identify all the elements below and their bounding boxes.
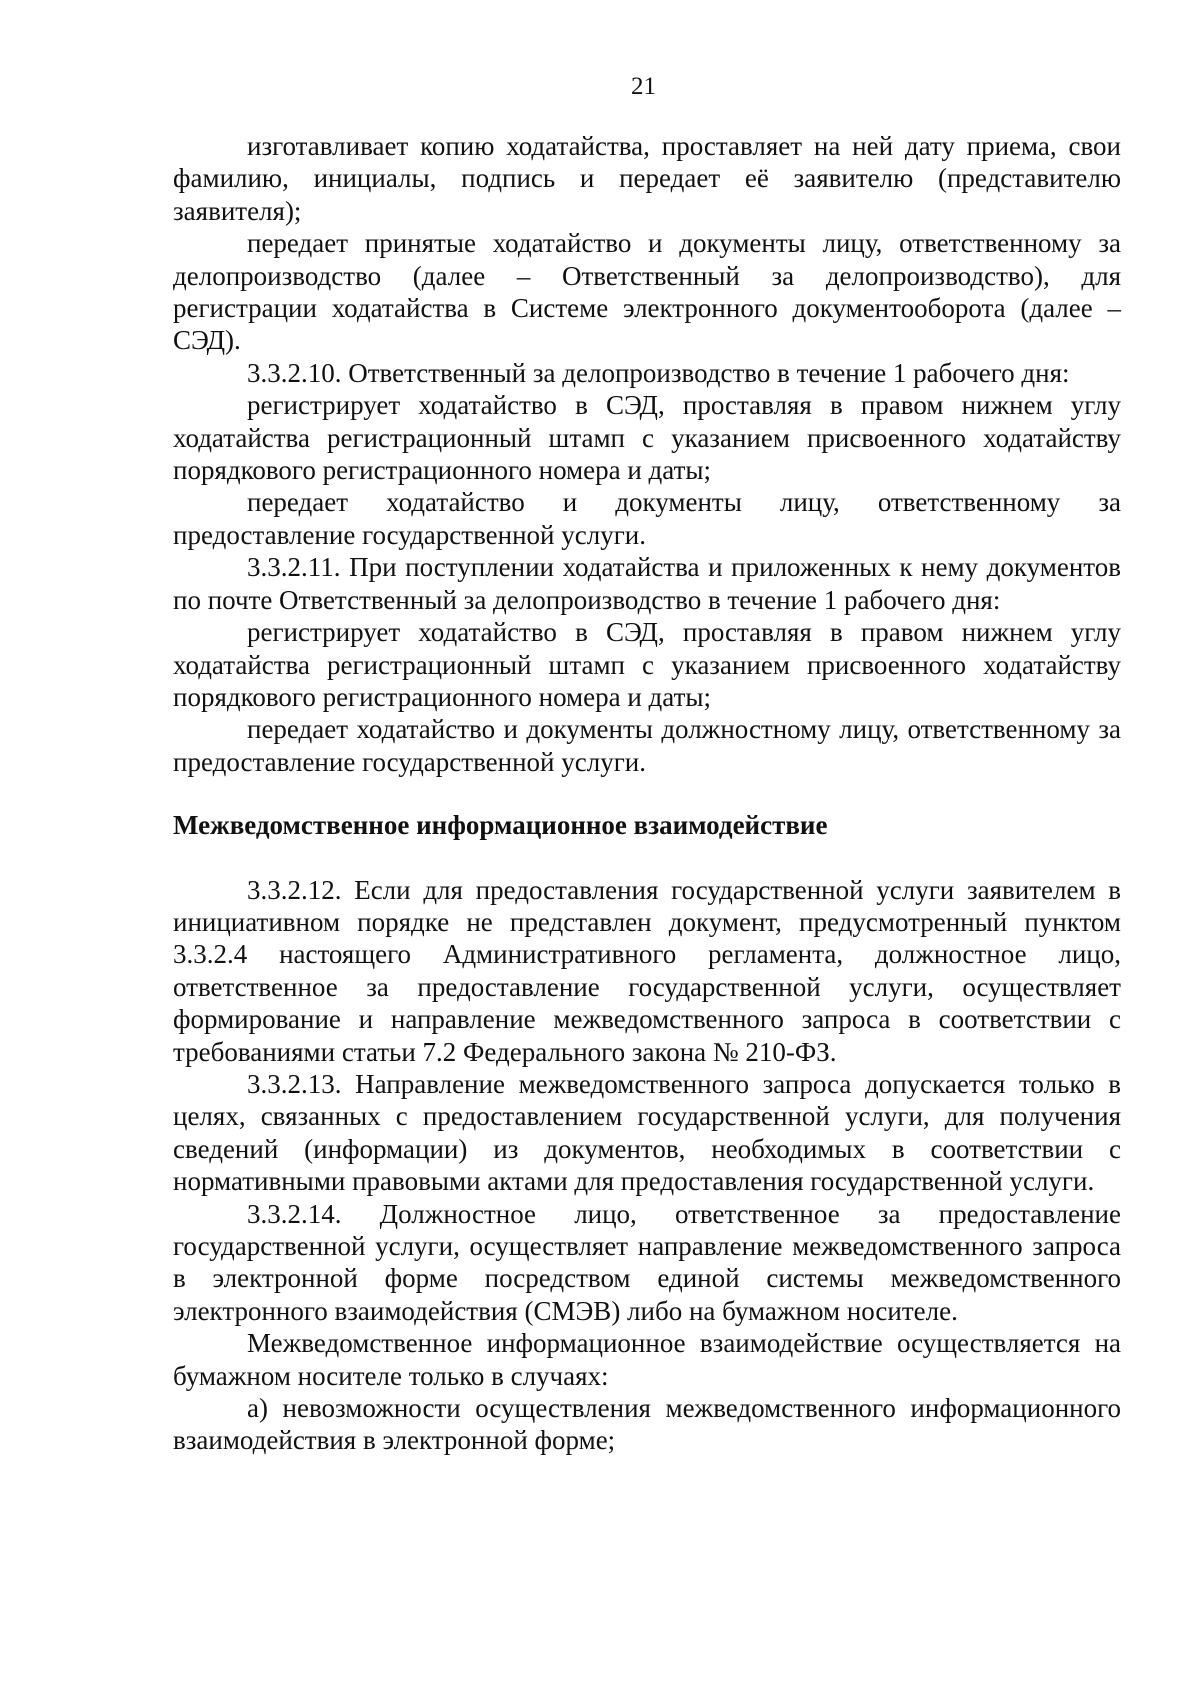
paragraph: передает ходатайство и документы лицу, ответственному за предоставление государственной услуги. (173, 487, 1121, 550)
paragraph: 3.3.2.11. При поступлении ходатайства и приложенных к нему документов по почте Ответственный за делопроизводство в течение 1 рабочего дня: (173, 552, 1121, 615)
paragraph: а) невозможности осуществления межведомственного информационного взаимодействия в электронной форме; (173, 1393, 1121, 1456)
page-number: 21 (631, 73, 656, 100)
section-heading: Межведомственное информационное взаимодействие (173, 810, 828, 841)
paragraph: изготавливает копию ходатайства, проставляет на ней дату приема, свои фамилию, инициалы, подпись и передает её заявителю (представителю заявителя); (173, 131, 1121, 226)
paragraph: 3.3.2.14. Должностное лицо, ответственное за предоставление государственной услуги, осуществляет направление межведомственного запроса в электронной форме посредством единой системы межведомственного электронного взаимодействия (СМЭВ) либо на бумажном носителе. (173, 1198, 1121, 1326)
paragraph: 3.3.2.13. Направление межведомственного запроса допускается только в целях, связанных с предоставлением государственной услуги, для получения сведений (информации) из документов, необходимых в соответствии с нормативными правовыми актами для предоставления государственной услуги. (173, 1068, 1121, 1197)
paragraph: 3.3.2.10. Ответственный за делопроизводство в течение 1 рабочего дня: (247, 357, 1070, 388)
paragraph: передает принятые ходатайство и документы лицу, ответственному за делопроизводство (далее – Ответственный за делопроизводство), для регистрации ходатайства в Системе электронного документооборота (далее – СЭД). (173, 228, 1121, 356)
paragraph: Межведомственное информационное взаимодействие осуществляется на бумажном носителе только в случаях: (173, 1328, 1121, 1391)
paragraph: регистрирует ходатайство в СЭД, проставляя в правом нижнем углу ходатайства регистрационный штамп с указанием присвоенного ходатайству порядкового регистрационного номера и даты; (173, 390, 1121, 486)
paragraph: регистрирует ходатайство в СЭД, проставляя в правом нижнем углу ходатайства регистрационный штамп с указанием присвоенного ходатайству порядкового регистрационного номера и даты; (173, 617, 1121, 712)
document-body (173, 130, 1121, 1457)
paragraph: передает ходатайство и документы должностному лицу, ответственному за предоставление государственной услуги. (173, 714, 1121, 777)
paragraph: 3.3.2.12. Если для предоставления государственной услуги заявителем в инициативном порядке не представлен документ, предусмотренный пунктом 3.3.2.4 настоящего Административного регламента, должностное лицо, ответственное за предоставление государственной услуги, осуществляет формирование и направление межведомственного запроса в соответствии с требованиями статьи 7.2 Федерального закона № 210-ФЗ. (173, 874, 1121, 1067)
